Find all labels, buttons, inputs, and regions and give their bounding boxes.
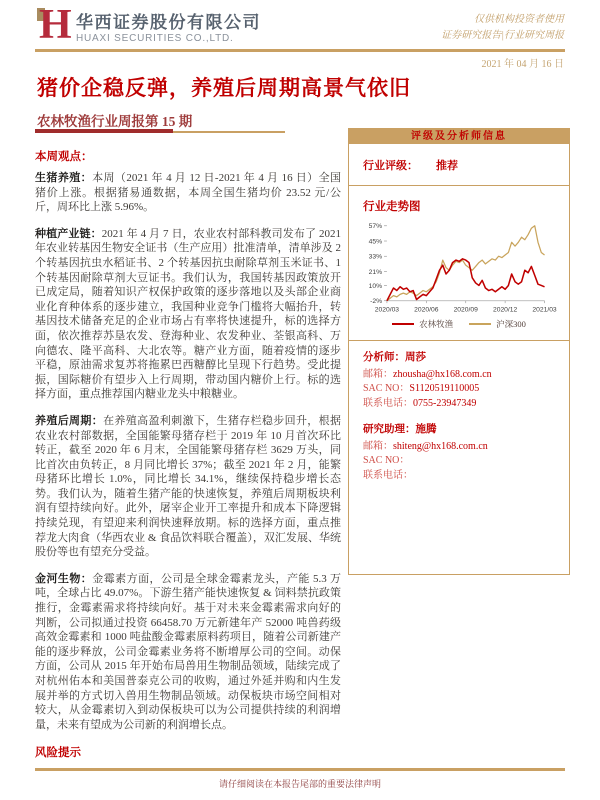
analyst-sac-no: S1120519110005 <box>409 383 480 395</box>
svg-text:57%: 57% <box>368 223 383 231</box>
assistant-email: shiteng@hx168.com.cn <box>393 440 488 452</box>
report-body <box>35 148 341 767</box>
logo-letter: H <box>39 2 72 48</box>
paragraph-lead: 生猪养殖： <box>35 172 93 184</box>
company-name-block <box>76 8 261 44</box>
legend-item-agriculture <box>392 318 453 330</box>
analyst-name: 分析师：周莎 <box>363 352 426 364</box>
svg-text:21%: 21% <box>368 268 383 276</box>
svg-text:10%: 10% <box>368 282 383 290</box>
report-date: 2021 年 04 月 16 日 <box>481 59 564 70</box>
svg-text:-2%: -2% <box>370 298 383 306</box>
risk-heading: 风险提示 <box>35 747 81 760</box>
analyst-block <box>349 341 569 483</box>
rating-label: 行业评级： <box>363 160 418 172</box>
industry-rating-row <box>349 144 569 185</box>
contact-spacer <box>363 411 555 423</box>
email-label: 邮箱： <box>363 440 393 452</box>
subtitle-underline-tan <box>173 131 285 133</box>
svg-text:33%: 33% <box>368 253 383 261</box>
legal-disclaimer: 请仔细阅读在本报告尾部的重要法律声明 <box>218 779 381 789</box>
report-title: 猪价企稳反弹，养殖后周期高景气依旧 <box>37 76 411 100</box>
huaxi-logo-icon <box>36 2 72 48</box>
paragraph-planting-chain <box>35 227 341 402</box>
report-type: 证券研究报告|行业研究周报 <box>441 30 564 41</box>
company-name-cn: 华西证券股份有限公司 <box>76 13 261 32</box>
assistant-tel-row <box>363 469 555 484</box>
paragraph-lead: 金河生物： <box>35 572 93 585</box>
paragraph-lead: 种植产业链： <box>35 227 102 240</box>
tel-label: 联系电话： <box>363 397 413 409</box>
header-meta <box>441 12 564 44</box>
analyst-email-row <box>363 368 555 383</box>
chart-legend <box>349 316 569 340</box>
subtitle-underline-red <box>35 129 173 133</box>
tel-label: 联系电话： <box>363 469 413 481</box>
rating-analyst-box <box>348 128 570 575</box>
analyst-sac-row <box>363 382 555 397</box>
paragraph-text: 在养殖高盈利刺激下，生猪存栏稳步回升，根据农业农村部数据，全国能繁母猪存栏于 2019 年 10 月首次环比转正，截至 2020 年 6 月末，全国能繁母猪存栏 3629 万头，同比首次由负转正，8 月同比增长 37%；截至 2021 年 2 月，能繁母猪环比增长 1.0%，同比增长 34.1%，继续保持稳步增长态势。我们认为，随着生猪产能的快速恢复，养殖后周期板块利润有望持续向好。此外，屠宰企业开工率提升和成本下降逻辑持续兑现，有望迎来利润快速释放期。标的选择方面，重点推荐龙大肉食（华西农业 & 食品饮料联合覆盖），双汇发展、华统股份等也有望充分受益。 <box>35 414 341 559</box>
legend-label: 农林牧渔 <box>419 319 454 330</box>
paragraph-pig-farming <box>35 171 341 215</box>
industry-trend-chart <box>360 220 558 316</box>
paragraph-lead: 养殖后周期： <box>35 414 104 427</box>
svg-text:45%: 45% <box>368 238 383 246</box>
paragraph-text: 金霉素方面，公司是全球金霉素龙头，产能 5.3 万吨，全球占比 49.07%。下游生猪产能快速恢复 & 饲料禁抗政策推行，金霉素需求将持续向好。基于对未来金霉素需求向好的判断，公司拟通过投资 66458.70 万元新建年产 52000 吨兽药级高效金霉素和 1000 吨盐酸金霉素原料药项目，随着公司新建产能的逐步释放，公司金霉素业务将不断增厚公司的空间。动保方面，公司从 2015 年开始布局兽用生物制品领域，陆续完成了对杭州佑本和美国普泰克公司的收购，通过外延并购和内生发展并举的方式切入兽用生物制品领域。动保板块市场空间相对较大，从金霉素切入到动保板块可以为公司提供持续的利润增量，未来有望成为公司新的利润增长点。 <box>35 572 342 731</box>
svg-text:2020/09: 2020/09 <box>453 306 478 314</box>
svg-text:2020/06: 2020/06 <box>414 306 439 314</box>
subtitle-underline <box>35 129 285 133</box>
assistant-sac-row <box>363 454 555 469</box>
svg-text:2020/03: 2020/03 <box>374 306 400 314</box>
sac-label: SAC NO： <box>363 455 410 467</box>
rating-value: 推荐 <box>436 160 458 172</box>
sac-label: SAC NO： <box>363 383 410 395</box>
paragraph-jinhe-bio <box>35 572 341 733</box>
analyst-email: zhousha@hx168.com.cn <box>393 368 492 380</box>
company-name-en: HUAXI SECURITIES CO.,LTD. <box>76 33 234 44</box>
paragraph-post-cycle <box>35 414 341 560</box>
assistant-email-row <box>363 440 555 455</box>
legend-line-red <box>392 323 414 325</box>
legend-item-hs300 <box>469 318 526 330</box>
svg-text:2021/03: 2021/03 <box>532 306 557 314</box>
trend-chart-title: 行业走势图 <box>363 201 421 213</box>
investor-notice: 仅供机构投资者使用 <box>474 14 564 25</box>
rating-box-title: 评级及分析师信息 <box>349 129 569 144</box>
svg-text:2020/12: 2020/12 <box>492 306 518 314</box>
email-label: 邮箱： <box>363 368 393 380</box>
header-divider <box>35 49 565 52</box>
legend-line-tan <box>469 323 491 325</box>
assistant-name: 研究助理：施腾 <box>363 424 437 436</box>
analyst-tel-row <box>363 397 555 412</box>
report-subtitle: 农林牧渔行业周报第 15 期 <box>37 114 193 129</box>
footer-divider <box>35 768 565 771</box>
paragraph-text: 本周（2021 年 4 月 12 日-2021 年 4 月 16 日）全国猪价上涨。根据猪易通数据，本周全国生猪均价 23.52 元/公斤，周环比上涨 5.96%。 <box>35 172 342 214</box>
legend-label: 沪深300 <box>496 319 526 330</box>
paragraph-text: 2021 年 4 月 7 日，农业农村部科教司发布了 2021 年农业转基因生物安全证书（生产应用）批准清单，清单涉及 2 个转基因抗虫水稻证书、2 个转基因抗虫耐除草剂玉米证书、1 个转基因耐除草剂大豆证书。我们认为，我国转基因政策放开已成定局，随着知识产权保护政策的逐步落地以及头部企业商业化育种体系的逐步建立，我国种业竞争门槛将大幅抬升，转基因技术储备充足的企业市场占有率将快速提升，标的选择方面，依次推荐苏垦农发、登海种业、农发种业、荃银高科、万向德农、隆平高科、大北农等。糖产业方面，随着疫情的逐步平稳，原油需求复苏将拖累巴西糖醇比呈现下行趋势。受此提振，国际糖价有望步入上行周期，带动国内糖价上行。标的选择方面，重点推荐国内糖业龙头中粮糖业。 <box>35 227 342 401</box>
analyst-tel: 0755-23947349 <box>413 397 477 409</box>
weekly-view-heading: 本周观点： <box>35 151 93 163</box>
